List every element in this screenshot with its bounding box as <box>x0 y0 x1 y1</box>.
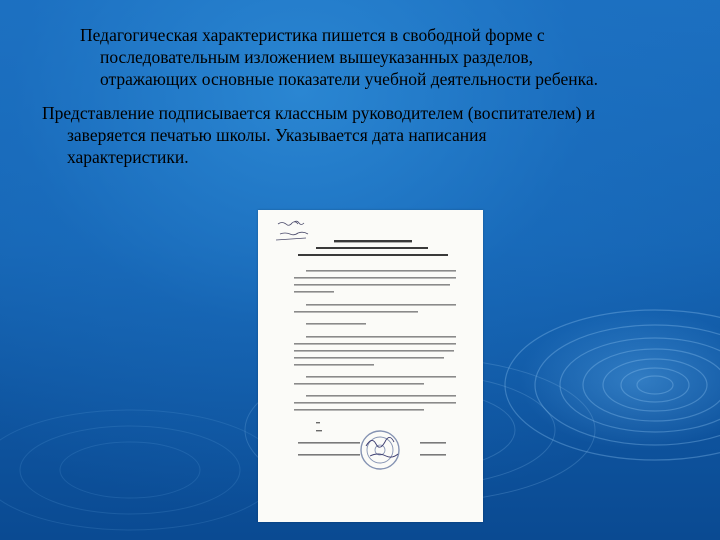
word: дата <box>372 125 404 145</box>
word: Указывается <box>274 125 368 145</box>
line-text: характеристики. <box>67 147 189 167</box>
word: написания <box>408 125 487 145</box>
word: разделов, <box>463 47 533 67</box>
word: школы. <box>216 125 271 145</box>
paragraph-line <box>42 124 674 146</box>
word: изложением <box>244 47 335 67</box>
word: последовательным <box>100 47 240 67</box>
document-scan-drawing <box>258 210 483 522</box>
paragraph-line <box>42 102 674 124</box>
word: с <box>536 25 545 45</box>
word: печатью <box>150 125 212 145</box>
line-text: Представление подписывается классным руководителем (воспитателем) и <box>42 103 596 123</box>
scanned-document-image <box>258 210 483 522</box>
word: пишется <box>321 25 386 45</box>
word: характеристика <box>202 25 318 45</box>
word: в <box>389 25 399 45</box>
paragraph-line <box>42 146 674 168</box>
word: Педагогическая <box>80 25 198 45</box>
paragraph-characteristic-form <box>80 24 674 90</box>
word: форме <box>485 25 533 45</box>
paragraph-line <box>80 68 674 90</box>
line-text: отражающих основные показатели учебной деятельности ребенка. <box>100 69 598 89</box>
word: свободной <box>402 25 481 45</box>
word: заверяется <box>67 125 146 145</box>
paragraph-signature-info <box>42 102 674 168</box>
paragraph-line <box>80 46 674 68</box>
word: вышеуказанных <box>339 47 459 67</box>
paragraph-line <box>80 24 674 46</box>
